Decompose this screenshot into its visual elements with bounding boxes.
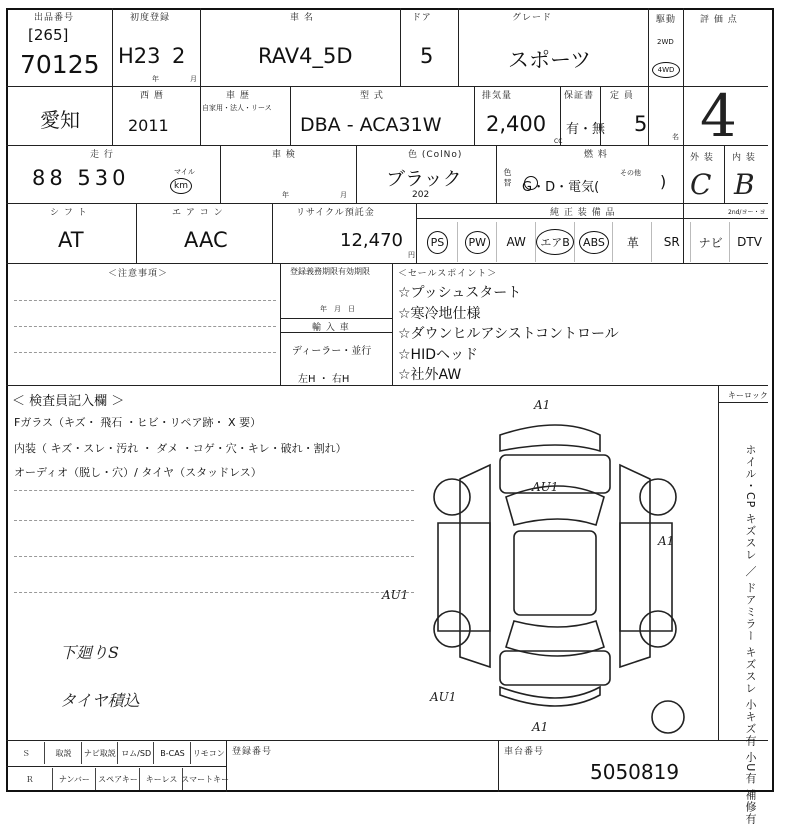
mark-a1-front: A1 <box>534 398 551 412</box>
drive-2wd: 2WD <box>657 38 674 46</box>
footer-item: B-CAS <box>153 742 190 764</box>
handle-side: 左H ・ 右H <box>298 374 350 385</box>
displacement-label: 排気量 <box>482 91 513 101</box>
ac-label: エ ア コ ン <box>172 208 224 218</box>
exterior: C <box>690 168 712 201</box>
shift-label: シ フ ト <box>50 208 88 218</box>
displacement: 2,400 <box>486 112 547 136</box>
exterior-label: 外 装 <box>690 153 714 163</box>
registration-label: 登録番号 <box>232 747 273 757</box>
mark-a1-right: A1 <box>658 534 675 548</box>
first-reg-era: H23 <box>118 44 161 68</box>
cc-unit: CC <box>554 138 563 145</box>
lot-prefix: [265] <box>28 26 69 44</box>
footer-item: Ｓ <box>22 748 31 758</box>
shift: AT <box>58 228 84 252</box>
handwritten-undercarriage: 下廻りS <box>60 643 119 662</box>
interior: B <box>734 168 755 201</box>
equip-item: AW <box>496 222 536 262</box>
mark-au1-left: AU1 <box>382 588 409 602</box>
key-lock-label: キーロック <box>728 391 768 400</box>
spare-tire <box>652 701 684 733</box>
side-note: ホイル・CP キズスレ ／ ドアミラー キズスレ 小キズ有 小U有 補修有 <box>744 444 757 825</box>
fuel: G・D・電気( <box>522 180 600 195</box>
year-label: 西 暦 <box>140 91 164 101</box>
equip-label: 純 正 装 備 品 <box>550 208 616 218</box>
rear-bumper-outline <box>500 687 600 706</box>
dealer-parallel: ディーラー・並行 <box>292 346 372 357</box>
year-unit: 年 <box>152 75 159 83</box>
equip-item: DTV <box>729 222 769 262</box>
inspection-line1: Fガラス（キズ・ 飛石 ・ヒビ・リペア跡・ X 要） <box>14 416 262 429</box>
fuel-other: その他 <box>620 169 641 177</box>
recycle-label: リサイクル預託金 <box>296 208 375 218</box>
persons-unit: 名 <box>672 133 679 141</box>
footer-items-bottom <box>8 768 230 790</box>
left-side-outline <box>460 465 490 667</box>
insp-year-unit: 年 <box>282 191 289 199</box>
car-name: RAV4_5D <box>258 44 353 68</box>
sales-point: ☆HIDヘッド <box>398 346 478 363</box>
body-label: 車 歴 <box>226 91 250 101</box>
mark-a1-rear: A1 <box>532 720 549 734</box>
wheel-rear-left <box>434 611 470 647</box>
door-label: ドア <box>412 13 432 23</box>
warranty: 有・無 <box>566 122 606 137</box>
footer-item: Ｒ <box>25 774 34 784</box>
mileage-label: 走 行 <box>90 150 114 160</box>
wheel-front-left <box>434 479 470 515</box>
equip-item: ABS <box>574 222 614 262</box>
footer-items-top <box>8 742 226 764</box>
color-label: 色 (ColNo) <box>408 150 463 160</box>
warranty-label: 保証書 <box>564 91 595 101</box>
color-code: 202 <box>412 190 430 200</box>
car-damage-diagram <box>382 395 710 740</box>
body-sub: 自家用・法人・リース <box>202 104 272 112</box>
model-label: 型 式 <box>360 91 384 101</box>
equip-item: PW <box>457 222 497 262</box>
footer-item: 取説 <box>44 742 81 764</box>
footer-item: スペアキー <box>95 768 140 790</box>
chassis-label: 車台番号 <box>504 747 545 757</box>
footer-item: ロム/SD <box>117 742 154 764</box>
wheel-rear-right <box>640 611 676 647</box>
footer-item: ナンバー <box>52 768 97 790</box>
km-unit-circled: km <box>170 178 192 194</box>
doors: 5 <box>420 44 434 68</box>
sales-point: ☆寒冷地仕様 <box>398 305 481 322</box>
equip-item: SR <box>651 222 691 262</box>
sales-label: ＜セールスポイント＞ <box>398 269 498 279</box>
lot-label: 出品番号 <box>34 13 75 23</box>
fuel-close: ) <box>660 172 667 191</box>
sales-point: ☆ダウンヒルアシストコントロール <box>398 326 619 342</box>
grade: スポーツ <box>508 48 592 72</box>
lot-number: 70125 <box>20 50 100 79</box>
ac: AAC <box>184 228 228 252</box>
first-reg-label: 初度登録 <box>130 13 171 23</box>
sales-points <box>398 282 718 385</box>
recycle: 12,470 <box>340 230 403 251</box>
fuel-g-circle <box>524 176 538 190</box>
footer-item: ナビ取説 <box>81 742 118 764</box>
mileage: 88 530 <box>32 166 130 190</box>
insp-month-unit: 月 <box>340 191 347 199</box>
period-label: 登録義務期限有効期限 <box>290 267 370 276</box>
wheel-front-right <box>640 479 676 515</box>
month-unit: 月 <box>190 75 197 83</box>
yen-unit: 円 <box>408 251 415 259</box>
first-reg-month: 2 <box>172 44 186 68</box>
interior-label: 内 装 <box>732 153 756 163</box>
mile-unit: マイル <box>174 168 195 176</box>
front-bumper-outline <box>500 425 600 451</box>
inspection-title: ＜ 検査員記入欄 ＞ <box>12 394 125 409</box>
region: 愛知 <box>40 108 80 132</box>
capacity-label: 定 員 <box>610 91 634 101</box>
color: ブラック <box>386 168 462 190</box>
sales-point: ☆プッシュスタート <box>398 285 522 301</box>
inspection-label: 車 検 <box>272 150 296 160</box>
footer-item: スマートキー <box>182 768 227 790</box>
import-label: 輸 入 車 <box>312 323 350 333</box>
equip-item: エアB <box>535 222 575 262</box>
score-label: 評 価 点 <box>700 15 738 25</box>
score: 4 <box>700 82 737 150</box>
inspection-line3: オーディオ（脱し・穴）/ タイヤ（スタッドレス） <box>14 466 262 479</box>
car-name-label: 車 名 <box>290 13 314 23</box>
equip-item: PS <box>418 222 457 262</box>
equipment-list <box>418 222 768 262</box>
mark-au1-rear: AU1 <box>430 690 457 704</box>
capacity: 5 <box>634 112 648 136</box>
footer-item: キーレス <box>139 768 184 790</box>
sales-point: ☆社外AW <box>398 367 462 383</box>
caution-label: ＜注意事項＞ <box>108 269 169 279</box>
drive-label: 駆動 <box>656 15 677 25</box>
year-value: 2011 <box>128 116 169 135</box>
roof-outline <box>514 531 596 615</box>
right-side-outline <box>620 465 650 667</box>
drive-4wd-circled: 4WD <box>652 62 680 78</box>
model: DBA - ACA31W <box>300 114 442 136</box>
equip-item: 革 <box>612 222 652 262</box>
inspection-line2: 内装（ キズ・スレ・汚れ ・ ダメ ・コゲ・穴・キレ・破れ・割れ） <box>14 442 347 455</box>
chassis-number: 5050819 <box>590 760 680 784</box>
equip-item: ナビ <box>690 222 730 262</box>
period-ym: 年 月 日 <box>320 305 355 313</box>
mark-au1-hood: AU1 <box>532 480 559 494</box>
color-change: 色 替 <box>503 168 512 187</box>
handwritten-tire-loaded: タイヤ積込 <box>60 691 140 710</box>
grade-label: グレード <box>512 13 553 23</box>
equip-mini-label: 2nd/ヨー・ヨ <box>728 209 766 216</box>
fuel-label: 燃 料 <box>584 150 608 160</box>
footer-item: リモコン <box>190 742 227 764</box>
